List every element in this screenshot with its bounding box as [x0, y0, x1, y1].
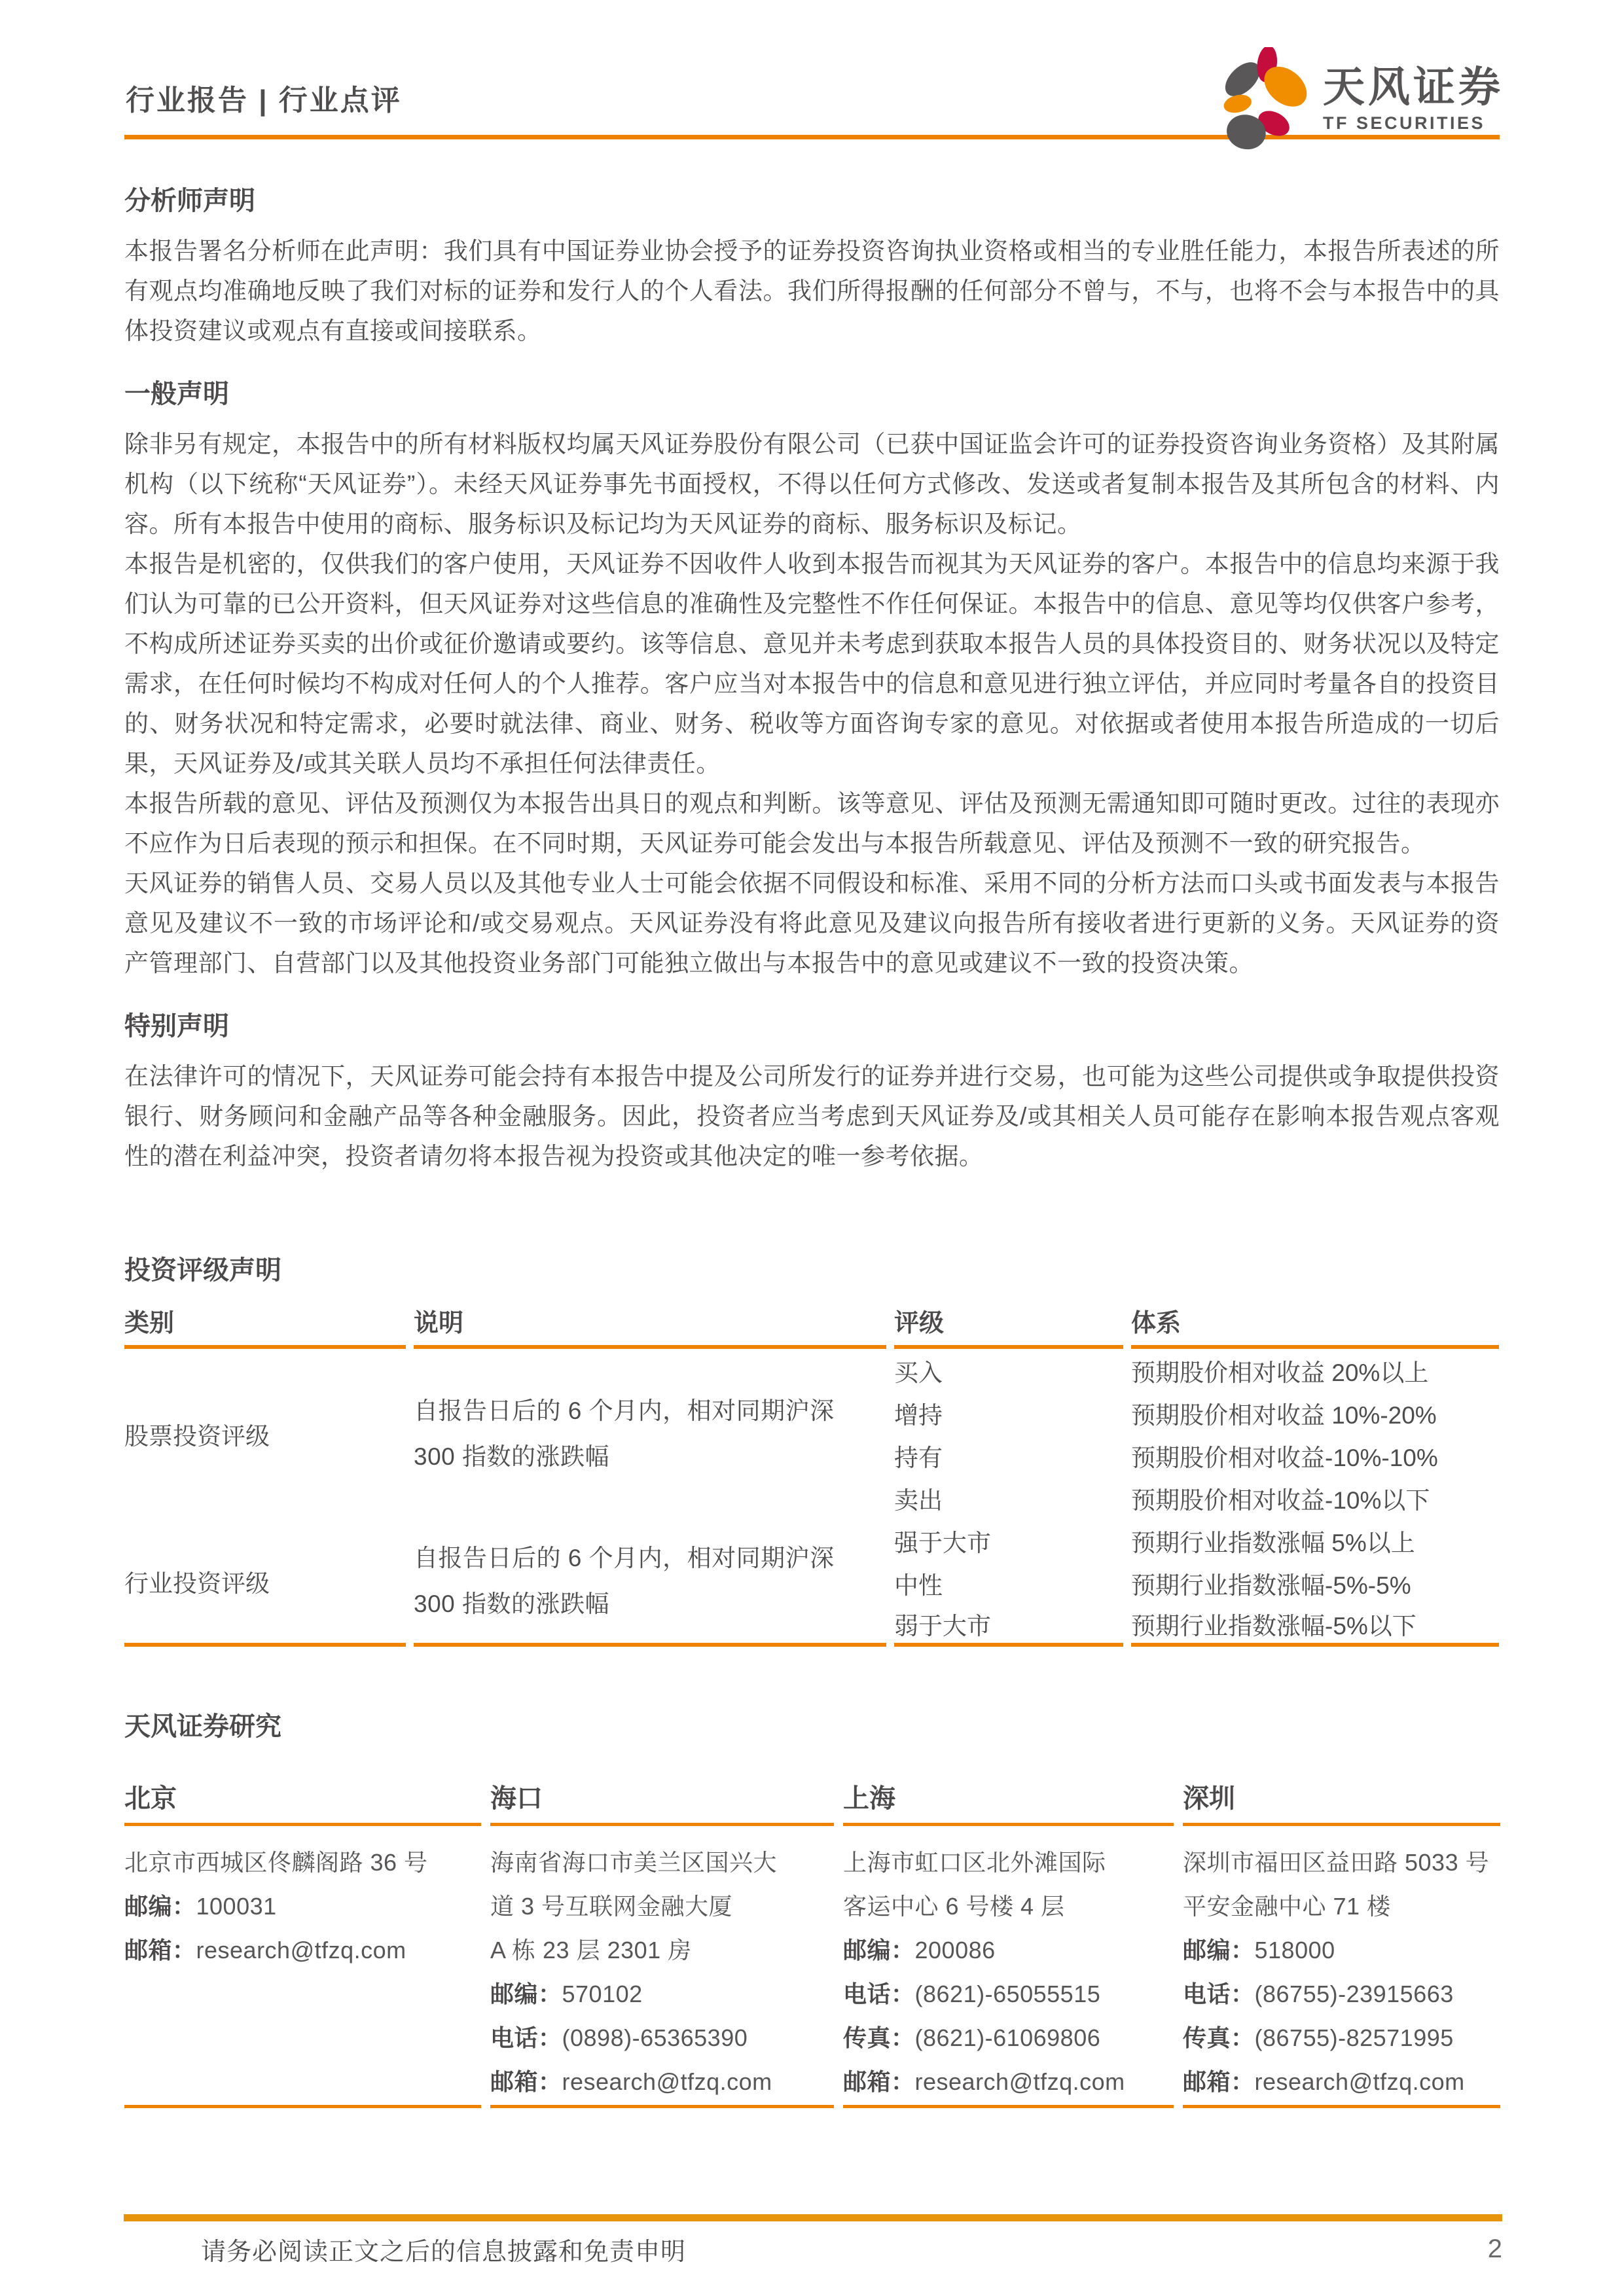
- paragraph: 在法律许可的情况下，天风证券可能会持有本报告中提及公司所发行的证券并进行交易，也可能为这些公司提供或争取提供投资银行、财务顾问和金融产品等各种金融服务。因此，投资者应当考虑到天风证券及/或其相关人员可能存在影响本报告观点客观性的潜在利益冲突，投资者请勿将本报告视为投资或其他决定的唯一参考依据。: [124, 1063, 1500, 1170]
- office-line-value: (0898)-65365390: [562, 2024, 748, 2051]
- office-line-value: 518000: [1254, 1937, 1335, 1964]
- office-line: [843, 1840, 1174, 1884]
- brand-name-en: TF SECURITIES: [1323, 113, 1486, 134]
- office-line-value: (86755)-23915663: [1254, 1981, 1454, 2007]
- city-name: 上海: [843, 1759, 1174, 1826]
- paragraph: 天风证券的销售人员、交易人员以及其他专业人士可能会依据不同假设和标准、采用不同的分析方法而口头或书面发表与本报告意见及建议不一致的市场评论和/或交易观点。天风证券没有将此意见及建议向报告所有接收者进行更新的义务。天风证券的资产管理部门、自营部门以及其他投资业务部门可能独立做出与本报告中的意见或建议不一致的投资决策。: [124, 870, 1500, 977]
- page-header: [124, 0, 1504, 141]
- rating-row-label: 强于大市: [894, 1529, 991, 1556]
- office-line: [1183, 1928, 1500, 1972]
- office-line-value: 平安金融中心 71 楼: [1183, 1893, 1391, 1920]
- office-line-label: 邮编：: [1183, 1937, 1255, 1964]
- rating-header-category: 类别: [124, 1303, 406, 1349]
- paragraph: 本报告所载的意见、评估及预测仅为本报告出具日的观点和判断。该等意见、评估及预测无需通知即可随时更改。过往的表现亦不应作为日后表现的预示和担保。在不同时期，天风证券可能会发出与本报告所载意见、评估及预测不一致的研究报告。: [124, 790, 1500, 857]
- office-line-label: 邮编：: [843, 1937, 915, 1964]
- paragraph: 本报告署名分析师在此声明：我们具有中国证券业协会授予的证券投资咨询执业资格或相当的专业胜任能力，本报告所表述的所有观点均准确地反映了我们对标的证券和发行人的个人看法。我们所得报酬的任何部分不曾与，不与，也将不会与本报告中的具体投资建议或观点有直接或间接联系。: [124, 238, 1500, 344]
- paragraph: 除非另有规定，本报告中的所有材料版权均属天风证券股份有限公司（已获中国证监会许可的证券投资咨询业务资格）及其附属机构（以下统称“天风证券”）。未经天风证券事先书面授权，不得以任何方式修改、发送或者复制本报告及其所包含的材料、内容。所有本报告中使用的商标、服务标识及标记均为天风证券的商标、服务标识及标记。: [124, 431, 1500, 537]
- rating-row-label: 中性: [894, 1571, 943, 1599]
- rating-row-system: 预期行业指数涨幅-5%-5%: [1131, 1571, 1411, 1599]
- office-line-value: 道 3 号互联网金融大厦: [490, 1893, 733, 1920]
- rating-header-description: 说明: [414, 1303, 886, 1349]
- office-line-label: 邮箱：: [1183, 2068, 1255, 2095]
- office-line-value: (8621)-65055515: [914, 1981, 1101, 2007]
- city-name: 北京: [124, 1759, 481, 1826]
- office-line-value: 570102: [562, 1981, 643, 2007]
- office-contact-info: [124, 1826, 481, 2105]
- office-line: [124, 1840, 481, 1884]
- office-line: [490, 1884, 834, 1928]
- paragraph: 本报告是机密的，仅供我们的客户使用，天风证券不因收件人收到本报告而视其为天风证券的客户。本报告中的信息均来源于我们认为可靠的已公开资料，但天风证券对这些信息的准确性及完整性不作任何保证。本报告中的信息、意见等均仅供客户参考，不构成所述证券买卖的出价或征价邀请或要约。该等信息、意见并未考虑到获取本报告人员的具体投资目的、财务状况以及特定需求，在任何时候均不构成对任何人的个人推荐。客户应当对本报告中的信息和意见进行独立评估，并应同时考量各自的投资目的、财务状况和特定需求，必要时就法律、商业、财务、税收等方面咨询专家的意见。对依据或者使用本报告所造成的一切后果，天风证券及/或其关联人员均不承担任何法律责任。: [124, 550, 1500, 777]
- section-title-rating-statement: 投资评级声明: [124, 1256, 281, 1285]
- office-line: [843, 1972, 1174, 2016]
- office-line-value: 客运中心 6 号楼 4 层: [843, 1893, 1065, 1920]
- rating-row-label: 卖出: [894, 1486, 943, 1514]
- office-line: [490, 1972, 834, 2016]
- rating-table: [124, 1303, 1500, 1647]
- city-name: 海口: [490, 1759, 834, 1826]
- brand-logo: [1216, 47, 1504, 155]
- footer-divider: [124, 2214, 1502, 2221]
- research-offices-table: [124, 1759, 1500, 2108]
- office-line-value: research@tfzq.com: [562, 2068, 772, 2095]
- section-title-general-statement: 一般声明: [124, 380, 229, 408]
- section-body-general-statement: [124, 424, 1500, 983]
- rating-row-label: 增持: [894, 1401, 943, 1429]
- office-line: [843, 2060, 1174, 2104]
- rating-row-system: 预期股价相对收益 10%-20%: [1131, 1401, 1437, 1429]
- office-line: [1183, 2060, 1500, 2104]
- office-line-value: 深圳市福田区益田路 5033 号: [1183, 1849, 1490, 1876]
- brand-name: [1323, 65, 1504, 134]
- rating-row-system: 预期股价相对收益-10%以下: [1131, 1486, 1430, 1514]
- office-line: [1183, 1840, 1500, 1884]
- page-footer: [124, 2231, 1502, 2267]
- rating-row-system: 预期行业指数涨幅-5%以下: [1131, 1604, 1499, 1647]
- office-line: [124, 1928, 481, 1972]
- rating-row-system: 预期股价相对收益 20%以上: [1131, 1359, 1429, 1386]
- city-name: 深圳: [1183, 1759, 1500, 1826]
- tf-flower-icon: [1216, 47, 1314, 155]
- office-line-label: 邮编：: [490, 1981, 562, 2007]
- office-line-value: 海南省海口市美兰区国兴大: [490, 1849, 778, 1876]
- office-line-label: 传真：: [1183, 2024, 1255, 2051]
- office-line: [843, 2016, 1174, 2060]
- rating-row-system: 预期股价相对收益-10%-10%: [1131, 1444, 1438, 1471]
- rating-row-label: 持有: [894, 1444, 943, 1471]
- office-column-haikou: [490, 1759, 834, 2108]
- office-contact-info: [843, 1826, 1174, 2105]
- report-type-breadcrumb: 行业报告 | 行业点评: [126, 84, 402, 117]
- rating-row-label: 弱于大市: [894, 1604, 1123, 1647]
- office-line-value: research@tfzq.com: [914, 2068, 1125, 2095]
- office-line-value: research@tfzq.com: [196, 1937, 406, 1964]
- office-line: [843, 1928, 1174, 1972]
- office-contact-info: [1183, 1826, 1500, 2105]
- office-column-shenzhen: [1183, 1759, 1500, 2108]
- office-line-value: (8621)-61069806: [914, 2024, 1101, 2051]
- office-line-label: 电话：: [490, 2024, 562, 2051]
- page-number: 2: [1487, 2234, 1502, 2263]
- office-contact-info: [490, 1826, 834, 2105]
- office-line-value: 200086: [914, 1937, 996, 1964]
- office-line: [1183, 1884, 1500, 1928]
- office-line-value: research@tfzq.com: [1254, 2068, 1465, 2095]
- brand-name-cn: 天风证券: [1323, 63, 1504, 111]
- office-line-label: 电话：: [1183, 1981, 1255, 2007]
- rating-row-label: 买入: [894, 1359, 943, 1386]
- office-line-value: 100031: [196, 1893, 277, 1920]
- office-line-label: 邮箱：: [124, 1937, 196, 1964]
- office-line-label: 电话：: [843, 1981, 915, 2007]
- office-line-label: 邮编：: [124, 1893, 196, 1920]
- rating-category-industry: 行业投资评级: [124, 1519, 406, 1647]
- office-line-value: A 栋 23 层 2301 房: [490, 1937, 692, 1964]
- office-line-label: 邮箱：: [490, 2068, 562, 2095]
- office-line: [1183, 2016, 1500, 2060]
- office-line-value: 上海市虹口区北外滩国际: [843, 1849, 1106, 1876]
- footer-disclaimer: 请务必阅读正文之后的信息披露和免责申明: [201, 2238, 687, 2266]
- office-line: [124, 1884, 481, 1928]
- section-title-analyst-statement: 分析师声明: [124, 187, 255, 215]
- office-line-label: 传真：: [843, 2024, 915, 2051]
- section-body-special-statement: [124, 1056, 1500, 1176]
- rating-description-stock: 自报告日后的 6 个月内，相对同期沪深 300 指数的涨跌幅: [414, 1397, 835, 1470]
- office-line-label: 邮箱：: [843, 2068, 915, 2095]
- office-line: [490, 2016, 834, 2060]
- office-line: [490, 1928, 834, 1972]
- office-column-beijing: [124, 1759, 481, 2108]
- office-line-value: 北京市西城区佟麟阁路 36 号: [124, 1849, 428, 1876]
- office-line: [843, 1884, 1174, 1928]
- rating-description-industry: 自报告日后的 6 个月内，相对同期沪深 300 指数的涨跌幅: [414, 1519, 886, 1647]
- office-line: [1183, 1972, 1500, 2016]
- section-title-research: 天风证券研究: [124, 1712, 281, 1741]
- rating-header-system: 体系: [1131, 1303, 1499, 1349]
- section-body-analyst-statement: [124, 231, 1500, 351]
- rating-row-system: 预期行业指数涨幅 5%以上: [1131, 1529, 1415, 1556]
- office-line: [490, 1840, 834, 1884]
- office-column-shanghai: [843, 1759, 1174, 2108]
- rating-category-stock: 股票投资评级: [124, 1423, 270, 1450]
- office-line-value: (86755)-82571995: [1254, 2024, 1454, 2051]
- section-title-special-statement: 特别声明: [124, 1012, 229, 1041]
- page-content: [124, 0, 1504, 2108]
- office-line: [490, 2060, 834, 2104]
- rating-header-rating: 评级: [894, 1303, 1123, 1349]
